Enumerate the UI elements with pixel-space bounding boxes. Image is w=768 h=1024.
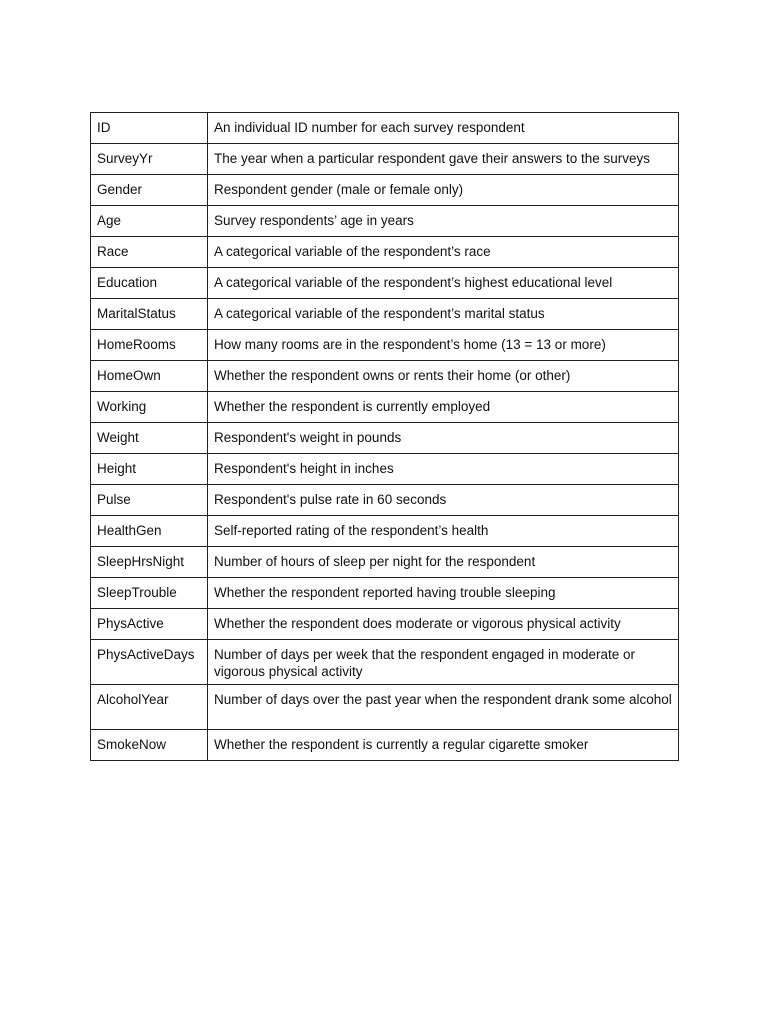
table-row	[91, 609, 679, 640]
variable-description: Survey respondents’ age in years	[208, 206, 679, 237]
table-row	[91, 685, 679, 730]
variable-description: Respondent's pulse rate in 60 seconds	[208, 485, 679, 516]
variable-description: Respondent's weight in pounds	[208, 423, 679, 454]
variable-name: HealthGen	[91, 516, 208, 547]
variable-description: Whether the respondent does moderate or vigorous physical activity	[208, 609, 679, 640]
variable-name: AlcoholYear	[91, 685, 208, 730]
variable-name: SleepHrsNight	[91, 547, 208, 578]
variable-description: The year when a particular respondent gave their answers to the surveys	[208, 144, 679, 175]
variable-description: Whether the respondent is currently employed	[208, 392, 679, 423]
table-row	[91, 330, 679, 361]
variable-description: Whether the respondent is currently a regular cigarette smoker	[208, 730, 679, 761]
table-row	[91, 206, 679, 237]
table-row	[91, 175, 679, 206]
table-row	[91, 361, 679, 392]
variable-name: PhysActiveDays	[91, 640, 208, 685]
variable-table	[90, 112, 679, 761]
variable-name: SmokeNow	[91, 730, 208, 761]
variable-name: Height	[91, 454, 208, 485]
variable-description: An individual ID number for each survey respondent	[208, 113, 679, 144]
variable-description: Whether the respondent reported having trouble sleeping	[208, 578, 679, 609]
variable-description: Self-reported rating of the respondent’s health	[208, 516, 679, 547]
variable-description: Number of days per week that the respondent engaged in moderate or vigorous physical activity	[208, 640, 679, 685]
table-row	[91, 144, 679, 175]
variable-description: Respondent's height in inches	[208, 454, 679, 485]
table-row	[91, 516, 679, 547]
table-row	[91, 392, 679, 423]
variable-description: Number of days over the past year when the respondent drank some alcohol	[208, 685, 679, 730]
variable-name: Age	[91, 206, 208, 237]
table-row	[91, 640, 679, 685]
table-row	[91, 485, 679, 516]
table-row	[91, 730, 679, 761]
table-row	[91, 578, 679, 609]
variable-name: Pulse	[91, 485, 208, 516]
variable-description: Number of hours of sleep per night for the respondent	[208, 547, 679, 578]
table-row	[91, 454, 679, 485]
variable-name: ID	[91, 113, 208, 144]
variable-name: Gender	[91, 175, 208, 206]
variable-description: A categorical variable of the respondent’s highest educational level	[208, 268, 679, 299]
variable-description: Whether the respondent owns or rents their home (or other)	[208, 361, 679, 392]
table-row	[91, 423, 679, 454]
table-row	[91, 113, 679, 144]
variable-name: SurveyYr	[91, 144, 208, 175]
variable-name: Working	[91, 392, 208, 423]
table-row	[91, 299, 679, 330]
variable-name: HomeOwn	[91, 361, 208, 392]
variable-description: Respondent gender (male or female only)	[208, 175, 679, 206]
variable-name: Education	[91, 268, 208, 299]
variable-description: A categorical variable of the respondent’s marital status	[208, 299, 679, 330]
variable-description: A categorical variable of the respondent’s race	[208, 237, 679, 268]
variable-description: How many rooms are in the respondent’s home (13 = 13 or more)	[208, 330, 679, 361]
variable-name: Race	[91, 237, 208, 268]
variable-name: HomeRooms	[91, 330, 208, 361]
variable-name: SleepTrouble	[91, 578, 208, 609]
table-row	[91, 237, 679, 268]
variable-table-body	[91, 113, 679, 761]
table-row	[91, 547, 679, 578]
variable-name: Weight	[91, 423, 208, 454]
variable-name: PhysActive	[91, 609, 208, 640]
variable-name: MaritalStatus	[91, 299, 208, 330]
table-row	[91, 268, 679, 299]
